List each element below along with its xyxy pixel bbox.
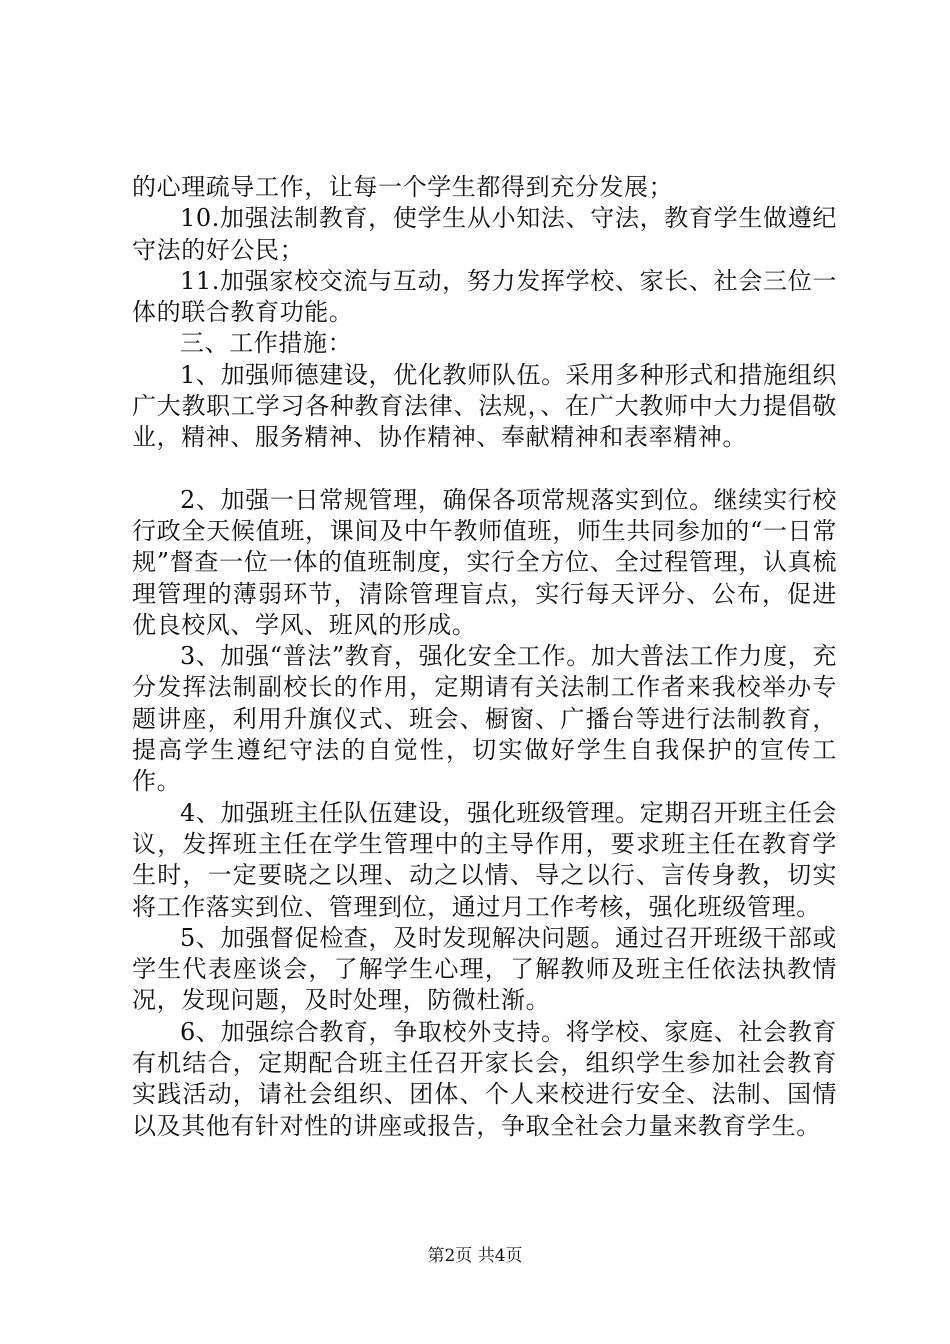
paragraph-item-10: 10.加强法制教育，使学生从小知法、守法，教育学生做遵纪守法的好公民； [132,204,837,264]
paragraph-item-11: 11.加强家校交流与互动，努力发挥学校、家长、社会三位一体的联合教育功能。 [132,266,837,327]
paragraph-measure-4: 4、加强班主任队伍建设，强化班级管理。定期召开班主任会议，发挥班主任在学生管理中的主导作用，要求班主任在教育学生时，一定要晓之以理、动之以情、导之以行、言传身教，切实将工作落实到位、管理到位，通过月工作考核，强化班级管理。 [132,798,837,921]
section-heading-work-measures: 三、工作措施： [180,329,353,358]
paragraph-measure-6: 6、加强综合教育，争取校外支持。将学校、家庭、社会教育有机结合，定期配合班主任召开家长会，组织学生参加社会教育实践活动，请社会组织、团体、个人来校进行安全、法制、国情以及其他有针对性的讲座或报告，争取全社会力量来教育学生。 [132,1017,837,1140]
page-number-footer: 第2页 共4页 [427,1246,523,1266]
paragraph-measure-1: 1、加强师德建设，优化教师队伍。采用多种形式和措施组织广大教职工学习各种教育法律、法规，、在广大教师中大力提倡敬业，精神、服务精神、协作精神、奉献精神和表率精神。 [132,360,837,452]
paragraph-continuation: 的心理疏导工作，让每一个学生都得到充分发展； [132,173,674,201]
paragraph-measure-5: 5、加强督促检查，及时发现解决问题。通过召开班级干部或学生代表座谈会，了解学生心理，了解教师及班主任依法执教情况，发现问题，及时处理，防微杜渐。 [132,923,837,1015]
paragraph-measure-2: 2、加强一日常规管理，确保各项常规落实到位。继续实行校行政全天候值班，课间及中午教师值班，师生共同参加的“一日常规”督查一位一体的值班制度，实行全方位、全过程管理，认真梳理管理的薄弱环节，清除管理盲点，实行每天评分、公布，促进优良校风、学风、班风的形成。 [132,485,837,639]
document-body [132,172,837,1142]
paragraph-measure-3: 3、加强“普法”教育，强化安全工作。加大普法工作力度，充分发挥法制副校长的作用，定期请有关法制工作者来我校举办专题讲座，利用升旗仪式、班会、橱窗、广播台等进行法制教育，提高学生遵纪守法的自觉性，切实做好学生自我保护的宣传工作。 [132,642,837,796]
